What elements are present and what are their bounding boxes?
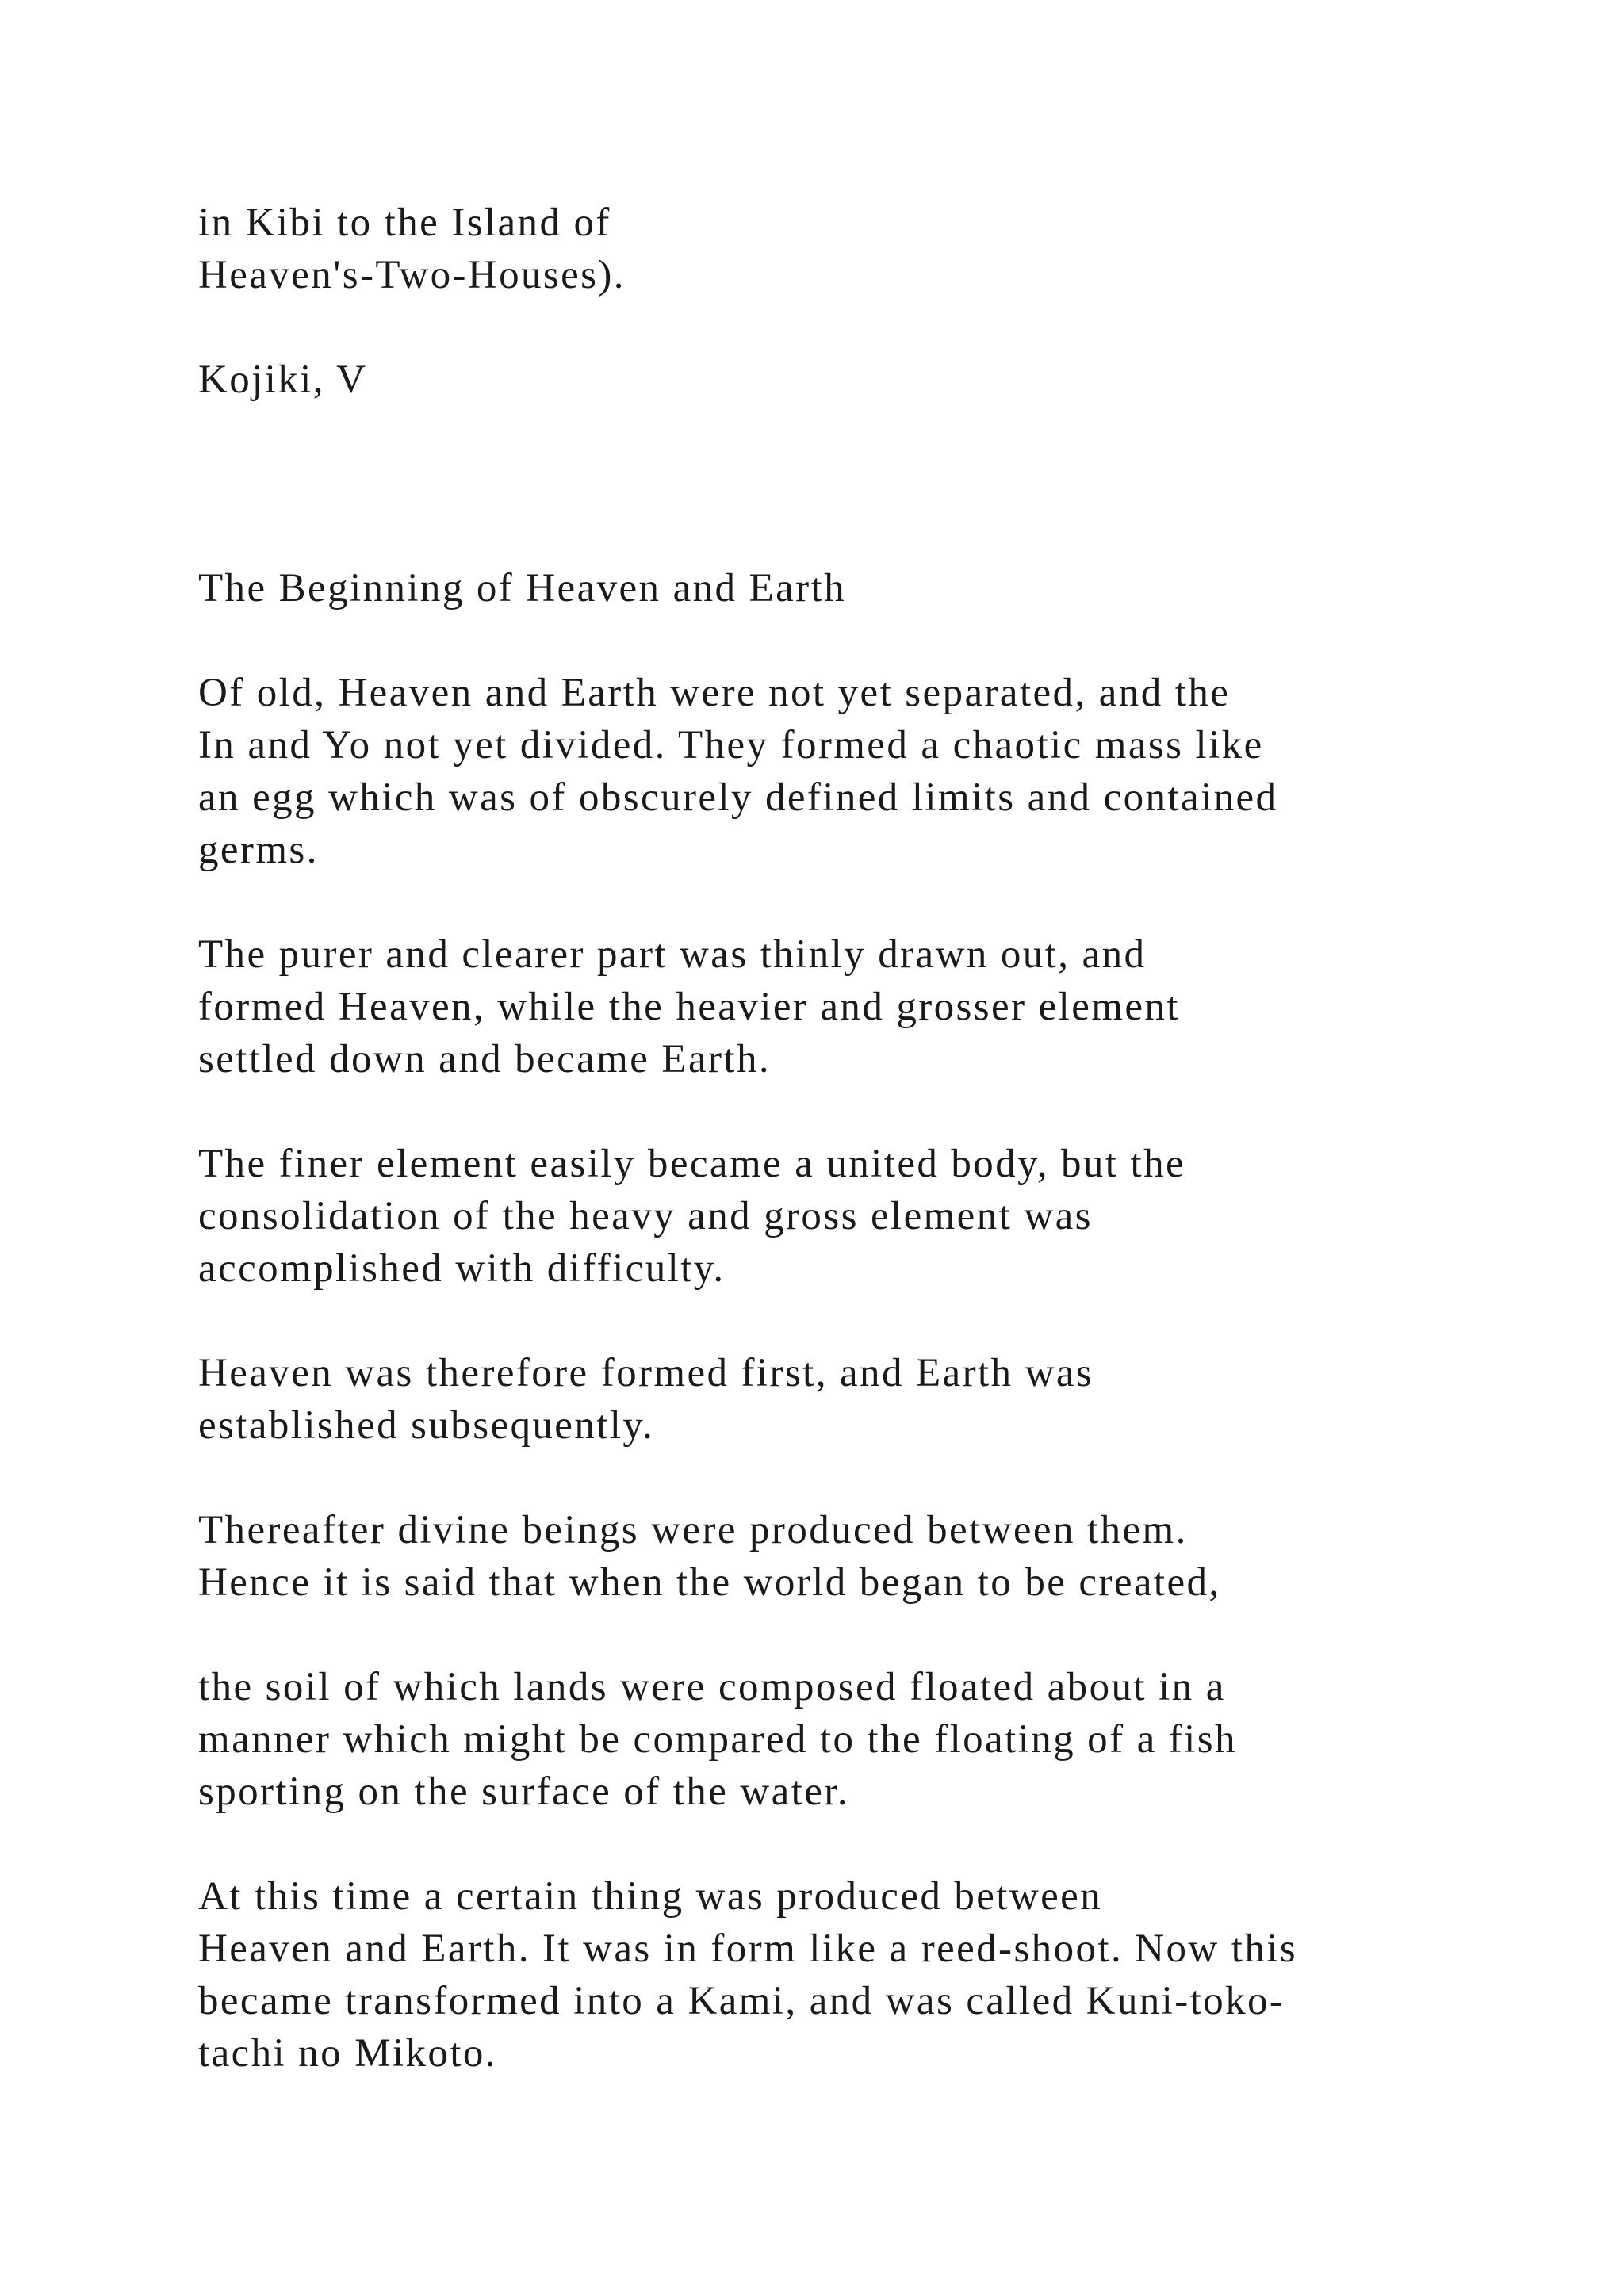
text-line: became transformed into a Kami, and was called Kuni-toko-	[198, 1979, 1285, 2023]
text-line: tachi no Mikoto.	[198, 2031, 497, 2076]
text-line: accomplished with difficulty.	[198, 1246, 726, 1291]
text-line: settled down and became Earth.	[198, 1037, 772, 1081]
text-line: established subsequently.	[198, 1403, 655, 1448]
text-line: Hence it is said that when the world began to be created,	[198, 1560, 1221, 1605]
text-line: germs.	[198, 828, 319, 872]
text-line: At this time a certain thing was produced between	[198, 1874, 1103, 1919]
text-line: In and Yo not yet divided. They formed a chaotic mass like	[198, 723, 1264, 767]
text-line: Heaven was therefore formed first, and Earth was	[198, 1351, 1094, 1395]
text-line: consolidation of the heavy and gross element was	[198, 1194, 1093, 1238]
text-line: Of old, Heaven and Earth were not yet separated, and the	[198, 671, 1231, 715]
text-line: formed Heaven, while the heavier and grosser element	[198, 985, 1180, 1029]
text-line: manner which might be compared to the floating of a fish	[198, 1717, 1237, 1762]
text-line: The purer and clearer part was thinly drawn out, and	[198, 932, 1147, 977]
text-line: Heaven's-Two-Houses).	[198, 253, 626, 297]
text-line: the soil of which lands were composed floated about in a	[198, 1665, 1226, 1709]
text-line: The finer element easily became a united body, but the	[198, 1142, 1186, 1186]
text-line: an egg which was of obscurely defined limits and contained	[198, 775, 1278, 820]
text-line: sporting on the surface of the water.	[198, 1770, 849, 1814]
section-heading: The Beginning of Heaven and Earth	[198, 566, 847, 610]
source-citation: Kojiki, V	[198, 358, 368, 402]
text-line: Heaven and Earth. It was in form like a reed-shoot. Now this	[198, 1927, 1298, 1971]
text-line: Thereafter divine beings were produced between them.	[198, 1508, 1188, 1552]
text-line: in Kibi to the Island of	[198, 201, 611, 245]
